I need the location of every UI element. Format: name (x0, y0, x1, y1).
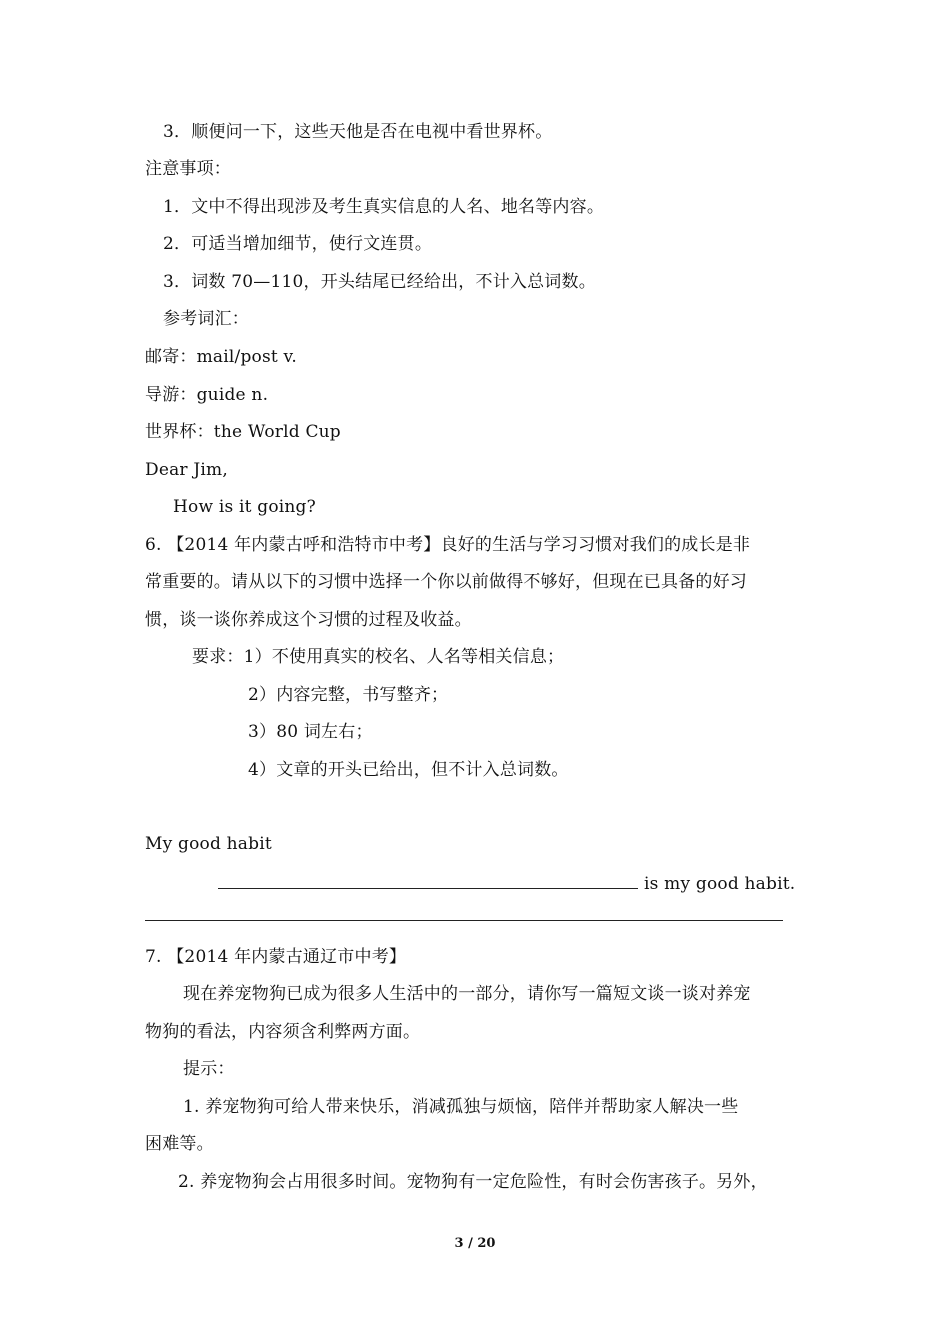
answer-blank (218, 870, 638, 889)
page-number: 3 / 20 (454, 1236, 496, 1251)
answer-line (145, 920, 783, 921)
question-6-line-1: 6. 【2014 年内蒙古呼和浩特市中考】良好的生活与学习习惯对我们的成长是非 (145, 535, 751, 555)
notes-heading: 注意事项： (145, 159, 231, 179)
hint-1-line-1: 1. 养宠物狗可给人带来快乐，消减孤独与烦恼，陪伴并帮助家人解决一些 (183, 1097, 739, 1117)
hint-1-line-2: 困难等。 (145, 1134, 214, 1154)
requirement-3: 3）80 词左右； (248, 722, 373, 742)
requirement-1: 要求：1）不使用真实的校名、人名等相关信息； (192, 647, 565, 667)
question-7-line-1: 现在养宠物狗已成为很多人生活中的一部分，请你写一篇短文谈一谈对养宠 (183, 984, 751, 1004)
essay-first-line (218, 870, 795, 896)
question-6-line-3: 惯，谈一谈你养成这个习惯的过程及收益。 (145, 610, 472, 630)
note-item-3: 3．词数 70—110，开头结尾已经给出，不计入总词数。 (163, 272, 596, 292)
requirement-2: 2）内容完整，书写整齐； (248, 685, 449, 705)
vocab-guide: 导游：guide n. (145, 385, 269, 405)
hints-heading: 提示： (183, 1059, 235, 1079)
question-7-heading: 7. 【2014 年内蒙古通辽市中考】 (145, 947, 407, 967)
question-6-line-2: 常重要的。请从以下的习惯中选择一个你以前做得不够好，但现在已具备的好习 (145, 572, 747, 592)
essay-first-line-text: is my good habit. (644, 874, 796, 894)
note-item-1: 1．文中不得出现涉及考生真实信息的人名、地名等内容。 (163, 197, 605, 217)
vocab-heading: 参考词汇： (163, 309, 249, 329)
letter-opening: How is it going? (173, 497, 316, 517)
hint-2-line-1: 2. 养宠物狗会占用很多时间。宠物狗有一定危险性，有时会伤害孩子。另外， (178, 1172, 768, 1192)
note-item-2: 2．可适当增加细节，使行文连贯。 (163, 234, 433, 254)
vocab-mail: 邮寄：mail/post v. (145, 347, 297, 367)
letter-salutation: Dear Jim, (145, 460, 228, 480)
task-point-3: 3．顺便问一下，这些天他是否在电视中看世界杯。 (163, 122, 553, 142)
question-7-line-2: 物狗的看法，内容须含利弊两方面。 (145, 1022, 421, 1042)
requirement-4: 4）文章的开头已给出，但不计入总词数。 (248, 760, 569, 780)
vocab-world-cup: 世界杯：the World Cup (145, 422, 341, 442)
essay-title: My good habit (145, 834, 272, 854)
